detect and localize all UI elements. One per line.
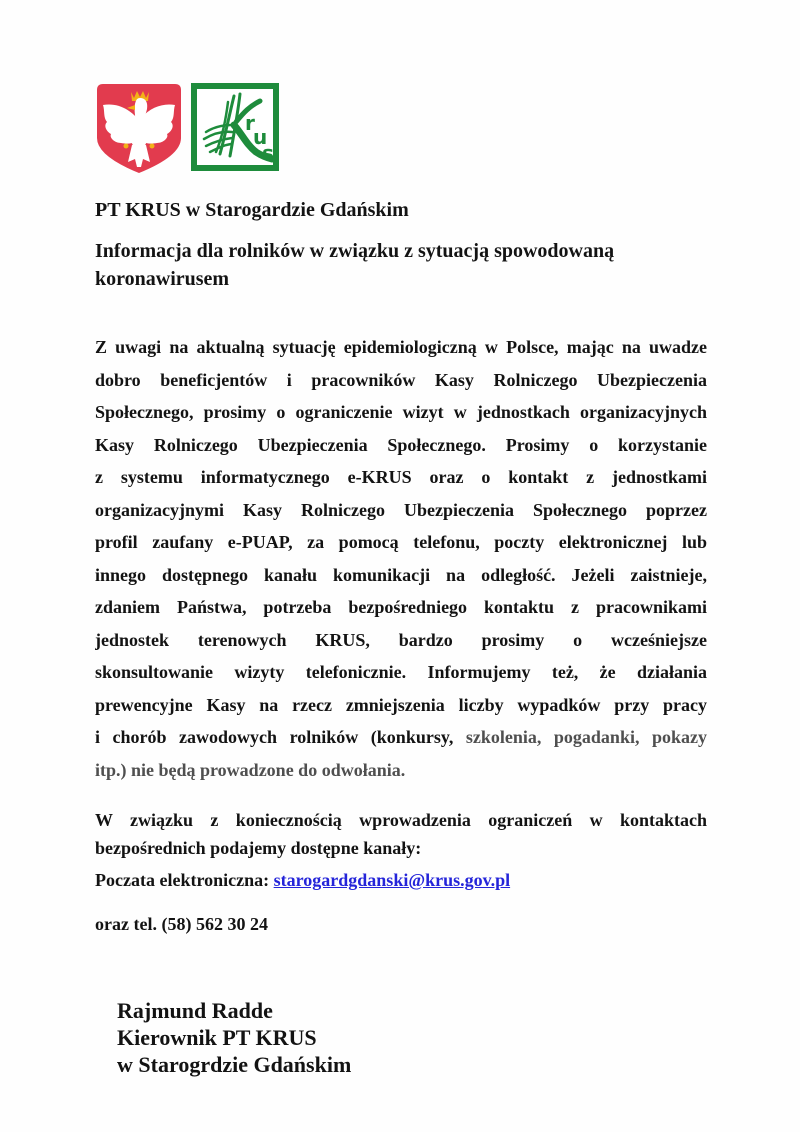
paragraph-line: jednostek terenowych KRUS, bardzo prosimy o wcześniejsze: [95, 629, 707, 650]
paragraph-line: innego dostępnego kanału komunikacji na odległość. Jeżeli zaistnieje,: [95, 564, 707, 585]
email-line: [95, 870, 510, 891]
svg-text:s: s: [262, 141, 274, 165]
email-link[interactable]: starogardgdanski@krus.gov.pl: [273, 870, 511, 890]
paragraph-line: organizacyjnymi Kasy Rolniczego Ubezpieczenia Społecznego poprzez: [95, 499, 707, 520]
channels-line-1: W związku z koniecznością wprowadzenia ograniczeń w kontaktach: [95, 810, 707, 830]
signature-block: [117, 997, 351, 1078]
email-label: Poczata elektroniczna:: [95, 870, 274, 890]
paragraph-line: skonsultowanie wizyty telefonicznie. Informujemy też, że działania: [95, 662, 707, 682]
krus-logo-icon: [190, 82, 280, 172]
paragraph-line: Kasy Rolniczego Ubezpieczenia Społecznego. Prosimy o korzystanie: [95, 434, 707, 455]
subtitle-line-1: Informacja dla rolników w związku z sytuacją spowodowaną: [95, 240, 615, 262]
phone-line: oraz tel. (58) 562 30 24: [95, 914, 268, 934]
subtitle-line-2: koronawirusem: [95, 268, 230, 290]
paragraph-line: prewencyjne Kasy na rzecz zmniejszenia liczby wypadków przy pracy: [95, 694, 707, 715]
signature-role: Kierownik PT KRUS: [117, 1025, 317, 1050]
paragraph-line: z systemu informatycznego e-KRUS oraz o kontakt z jednostkami: [95, 467, 707, 487]
paragraph-line-gray: itp.) nie będą prowadzone do odwołania.: [95, 759, 406, 780]
paragraph-line: profil zaufany e-PUAP, za pomocą telefonu, poczty elektronicznej lub: [95, 532, 707, 552]
polish-eagle-emblem-icon: [95, 82, 183, 175]
channels-line-2: bezpośrednich podajemy dostępne kanały:: [95, 838, 422, 858]
paragraph-text-gray: szkolenia, pogadanki, pokazy: [465, 727, 707, 747]
paragraph-text-black: i chorób zawodowych rolników (konkursy,: [95, 727, 454, 747]
paragraph-line: Z uwagi na aktualną sytuację epidemiologiczną w Polsce, mając na uwadze: [95, 337, 707, 357]
paragraph-line: Społecznego, prosimy o ograniczenie wizyt w jednostkach organizacyjnych: [95, 402, 707, 422]
paragraph-line: zdaniem Państwa, potrzeba bezpośredniego kontaktu z pracownikami: [95, 597, 707, 617]
page-subtitle: [95, 237, 614, 293]
paragraph-line: dobro beneficjentów i pracowników Kasy Rolniczego Ubezpieczenia: [95, 369, 707, 390]
signature-place: w Starogrdzie Gdańskim: [117, 1052, 352, 1077]
page-title: PT KRUS w Starogardzie Gdańskim: [95, 199, 409, 221]
svg-text:u: u: [253, 125, 268, 149]
signature-name: Rajmund Radde: [117, 998, 273, 1023]
svg-text:r: r: [245, 111, 255, 135]
channels-paragraph: [95, 806, 707, 862]
paragraph-line-mixed: [95, 721, 707, 754]
main-paragraph: [95, 331, 707, 786]
